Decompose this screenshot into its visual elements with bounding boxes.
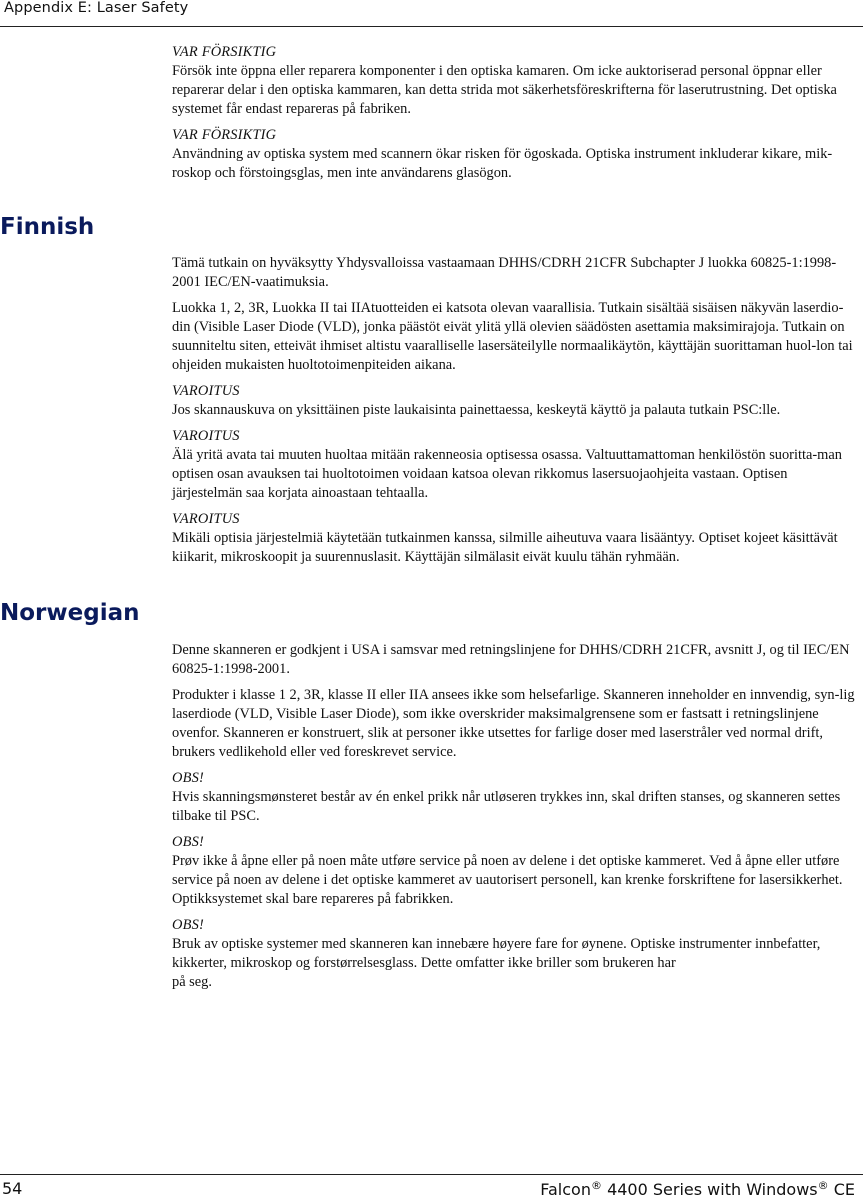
header-title: Appendix E: Laser Safety [4,0,189,16]
footer-rule [0,1174,863,1175]
swedish-section [172,43,860,190]
caution-label: VAROITUS [172,511,240,527]
caution-text: Jos skannauskuva on yksittäinen piste laukaisinta painettaessa, keskeytä käyttö ja palauta tutkain PSC:lle. [172,402,781,418]
caution-label: OBS! [172,834,204,850]
caution-label: VAROITUS [172,383,240,399]
registered-mark: ® [590,1179,602,1192]
product-name-part: 4400 Series with Windows [601,1180,818,1199]
finnish-section [172,254,860,574]
caution-label: OBS! [172,770,204,786]
norwegian-heading: Norwegian [0,600,140,626]
product-name [540,1179,855,1199]
caution-text: Prøv ikke å åpne eller på noen måte utføre service på noen av delene i det optiske kammeret. Ved å åpne eller utføre service på noen av delene i det optiske kammeret av uautorisert personell, kan krenke forskriftene for lasersikkerhet. Optikksystemet skal bare repareres på fabrikken. [172,853,843,907]
caution-text: Försök inte öppna eller reparera komponenter i den optiska kamaren. Om icke auktoriserad personal öppnar eller reparerar delar i den optiska kammaren, kan detta strida mot säkerhetsföreskrifterna för laserutrustning. Det optiska systemet får endast repareras på fabriken. [172,63,837,117]
paragraph: Denne skanneren er godkjent i USA i samsvar med retningslinjene for DHHS/CDRH 21CFR, avsnitt J, og til IEC/EN 60825-1:1998-2001. [172,642,850,677]
paragraph: Luokka 1, 2, 3R, Luokka II tai IIAtuotteiden ei katsota olevan vaarallisia. Tutkain sisältää sisäisen näkyvän laserdio-din (Visible Laser Diode (VLD), jonka päästöt eivät ylitä yllä olevien säädösten asettamia maksimirajoja. Tutkain on suunniteltu siten, etteivät ihmiset altistu vaaralliselle lasersäteilylle normaalikäytön, käyttäjän suorittaman huol-lon tai ohjeiden mukaisten huoltotoimenpiteiden aikana. [172,300,853,373]
caution-text: Mikäli optisia järjestelmiä käytetään tutkainmen kanssa, silmille aiheutuva vaara lisääntyy. Optiset kojeet käsittävät kiikarit, mikroskoopit ja suurennuslasit. Käyttäjän silmälasit eivät kuulu tähän ryhmään. [172,530,838,565]
page-number: 54 [2,1179,23,1198]
caution-label: VAROITUS [172,428,240,444]
caution-text-line: på seg. [172,974,212,990]
caution-text: Älä yritä avata tai muuten huoltaa mitään rakenneosia optisessa osassa. Valtuuttamattoman henkilöstön suoritta-man optisen osan avauksen tai huoltotoimen voidaan katsoa olevan rikkomus lasersuojaohjeita vastaan. Optisen järjestelmän saa korjata ainoastaan tehtaalla. [172,447,842,501]
caution-text: Användning av optiska system med scannern ökar risken för ögoskada. Optiska instrument inkluderar kikare, mik-roskop och förstoingsglas, men inte användarens glasögon. [172,146,833,181]
paragraph: Produkter i klasse 1 2, 3R, klasse II eller IIA ansees ikke som helsefarlige. Skanneren inneholder en innvendig, syn-lig laserdiode (VLD, Visible Laser Diode), som ikke overskrider maksimalgrensene som er fastsatt i retningslinjene ovenfor. Skanneren er konstruert, slik at personer ikke utsettes for farlige doser med laserstråler ved normal drift, brukers vedlikehold eller ved foreskrevet service. [172,687,855,760]
caution-label: VAR FÖRSIKTIG [172,127,277,143]
product-name-part: CE [828,1180,855,1199]
caution-text [172,935,860,992]
caution-label: OBS! [172,917,204,933]
caution-label: VAR FÖRSIKTIG [172,44,277,60]
caution-text-line: Bruk av optiske systemer med skanneren kan innebære høyere fare for øynene. Optiske instrumenter innbefatter, kikkerter, mikroskop og forstørrelsesglass. Dette omfatter ikke briller som brukeren har [172,936,821,971]
norwegian-section [172,641,860,992]
product-name-part: Falcon [540,1180,591,1199]
header-rule [0,26,863,27]
caution-text: Hvis skanningsmønsteret består av én enkel prikk når utløseren trykkes inn, skal driften stanses, og skanneren settes tilbake til PSC. [172,789,841,824]
registered-mark: ® [817,1179,829,1192]
finnish-heading: Finnish [0,214,95,240]
paragraph: Tämä tutkain on hyväksytty Yhdysvalloissa vastaamaan DHHS/CDRH 21CFR Subchapter J luokka 60825-1:1998-2001 IEC/EN-vaatimuksia. [172,255,837,290]
